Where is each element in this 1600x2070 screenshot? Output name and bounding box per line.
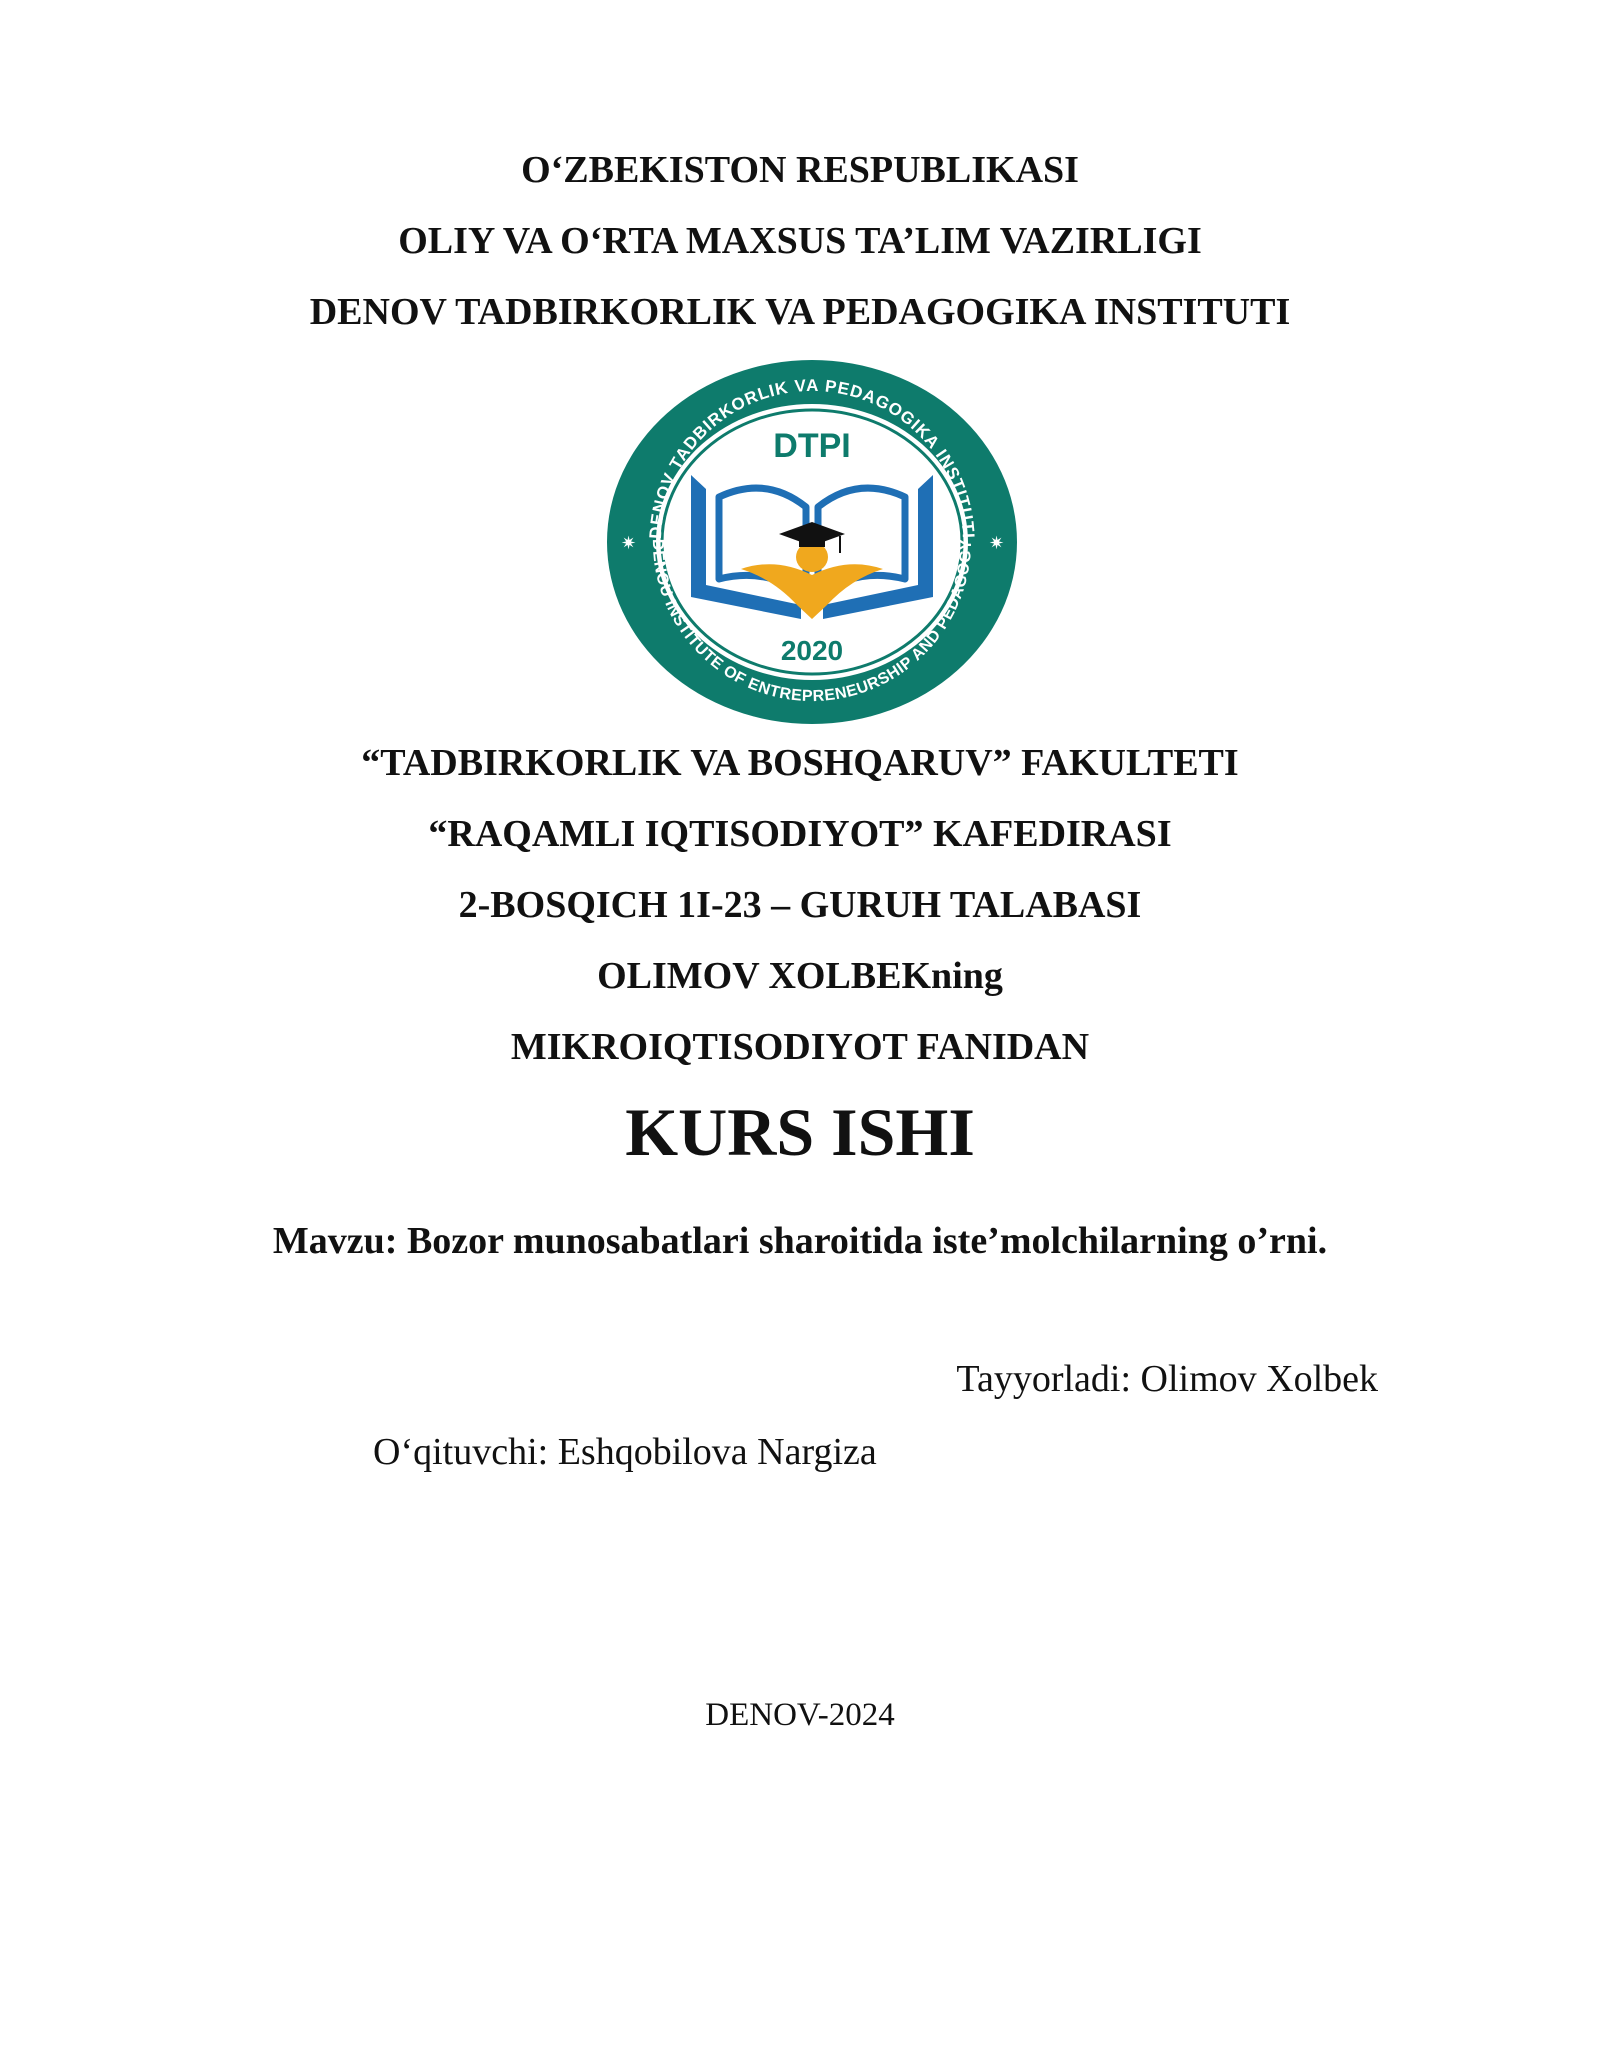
logo-abbr: DTPI [773,427,851,465]
faculty-name: “TADBIRKORLIK VA BOSHQARUV” FAKULTETI [361,742,1239,784]
prepared-by: Tayyorladi: Olimov Xolbek [956,1358,1378,1400]
header-institute: DENOV TADBIRKORLIK VA PEDAGOGIKA INSTITUTI [309,291,1291,333]
topic-line: Mavzu: Bozor munosabatlari sharoitida iste’molchilarning o’rni. [272,1220,1328,1262]
student-group: 2-BOSQICH 1I-23 – GURUH TALABASI [458,884,1142,926]
logo-year: 2020 [780,635,844,666]
logo-star-right-icon: ✷ [989,533,1005,554]
subject-name: MIKROIQTISODIYOT FANIDAN [510,1026,1090,1068]
teacher-name: O‘qituvchi: Eshqobilova Nargiza [373,1431,877,1473]
logo-ring-text-top: DENOV TADBIRKORLIK VA PEDAGOGIKA INSTITUTI [645,375,978,540]
place-year: DENOV-2024 [705,1697,895,1733]
logo-star-left-icon: ✷ [621,533,637,554]
student-name: OLIMOV XOLBEKning [597,955,1003,997]
department-name: “RAQAMLI IQTISODIYOT” KAFEDIRASI [428,813,1172,855]
institute-logo [601,357,1023,727]
document-title: KURS ISHI [625,1094,975,1170]
header-ministry: OLIY VA O‘RTA MAXSUS TA’LIM VAZIRLIGI [398,220,1202,262]
header-country: O‘ZBEKISTON RESPUBLIKASI [521,149,1079,191]
logo-ring-text-bottom: DENOU INSTITUTE OF ENTREPRENEURSHIP AND PEDAGOGY [648,538,976,706]
